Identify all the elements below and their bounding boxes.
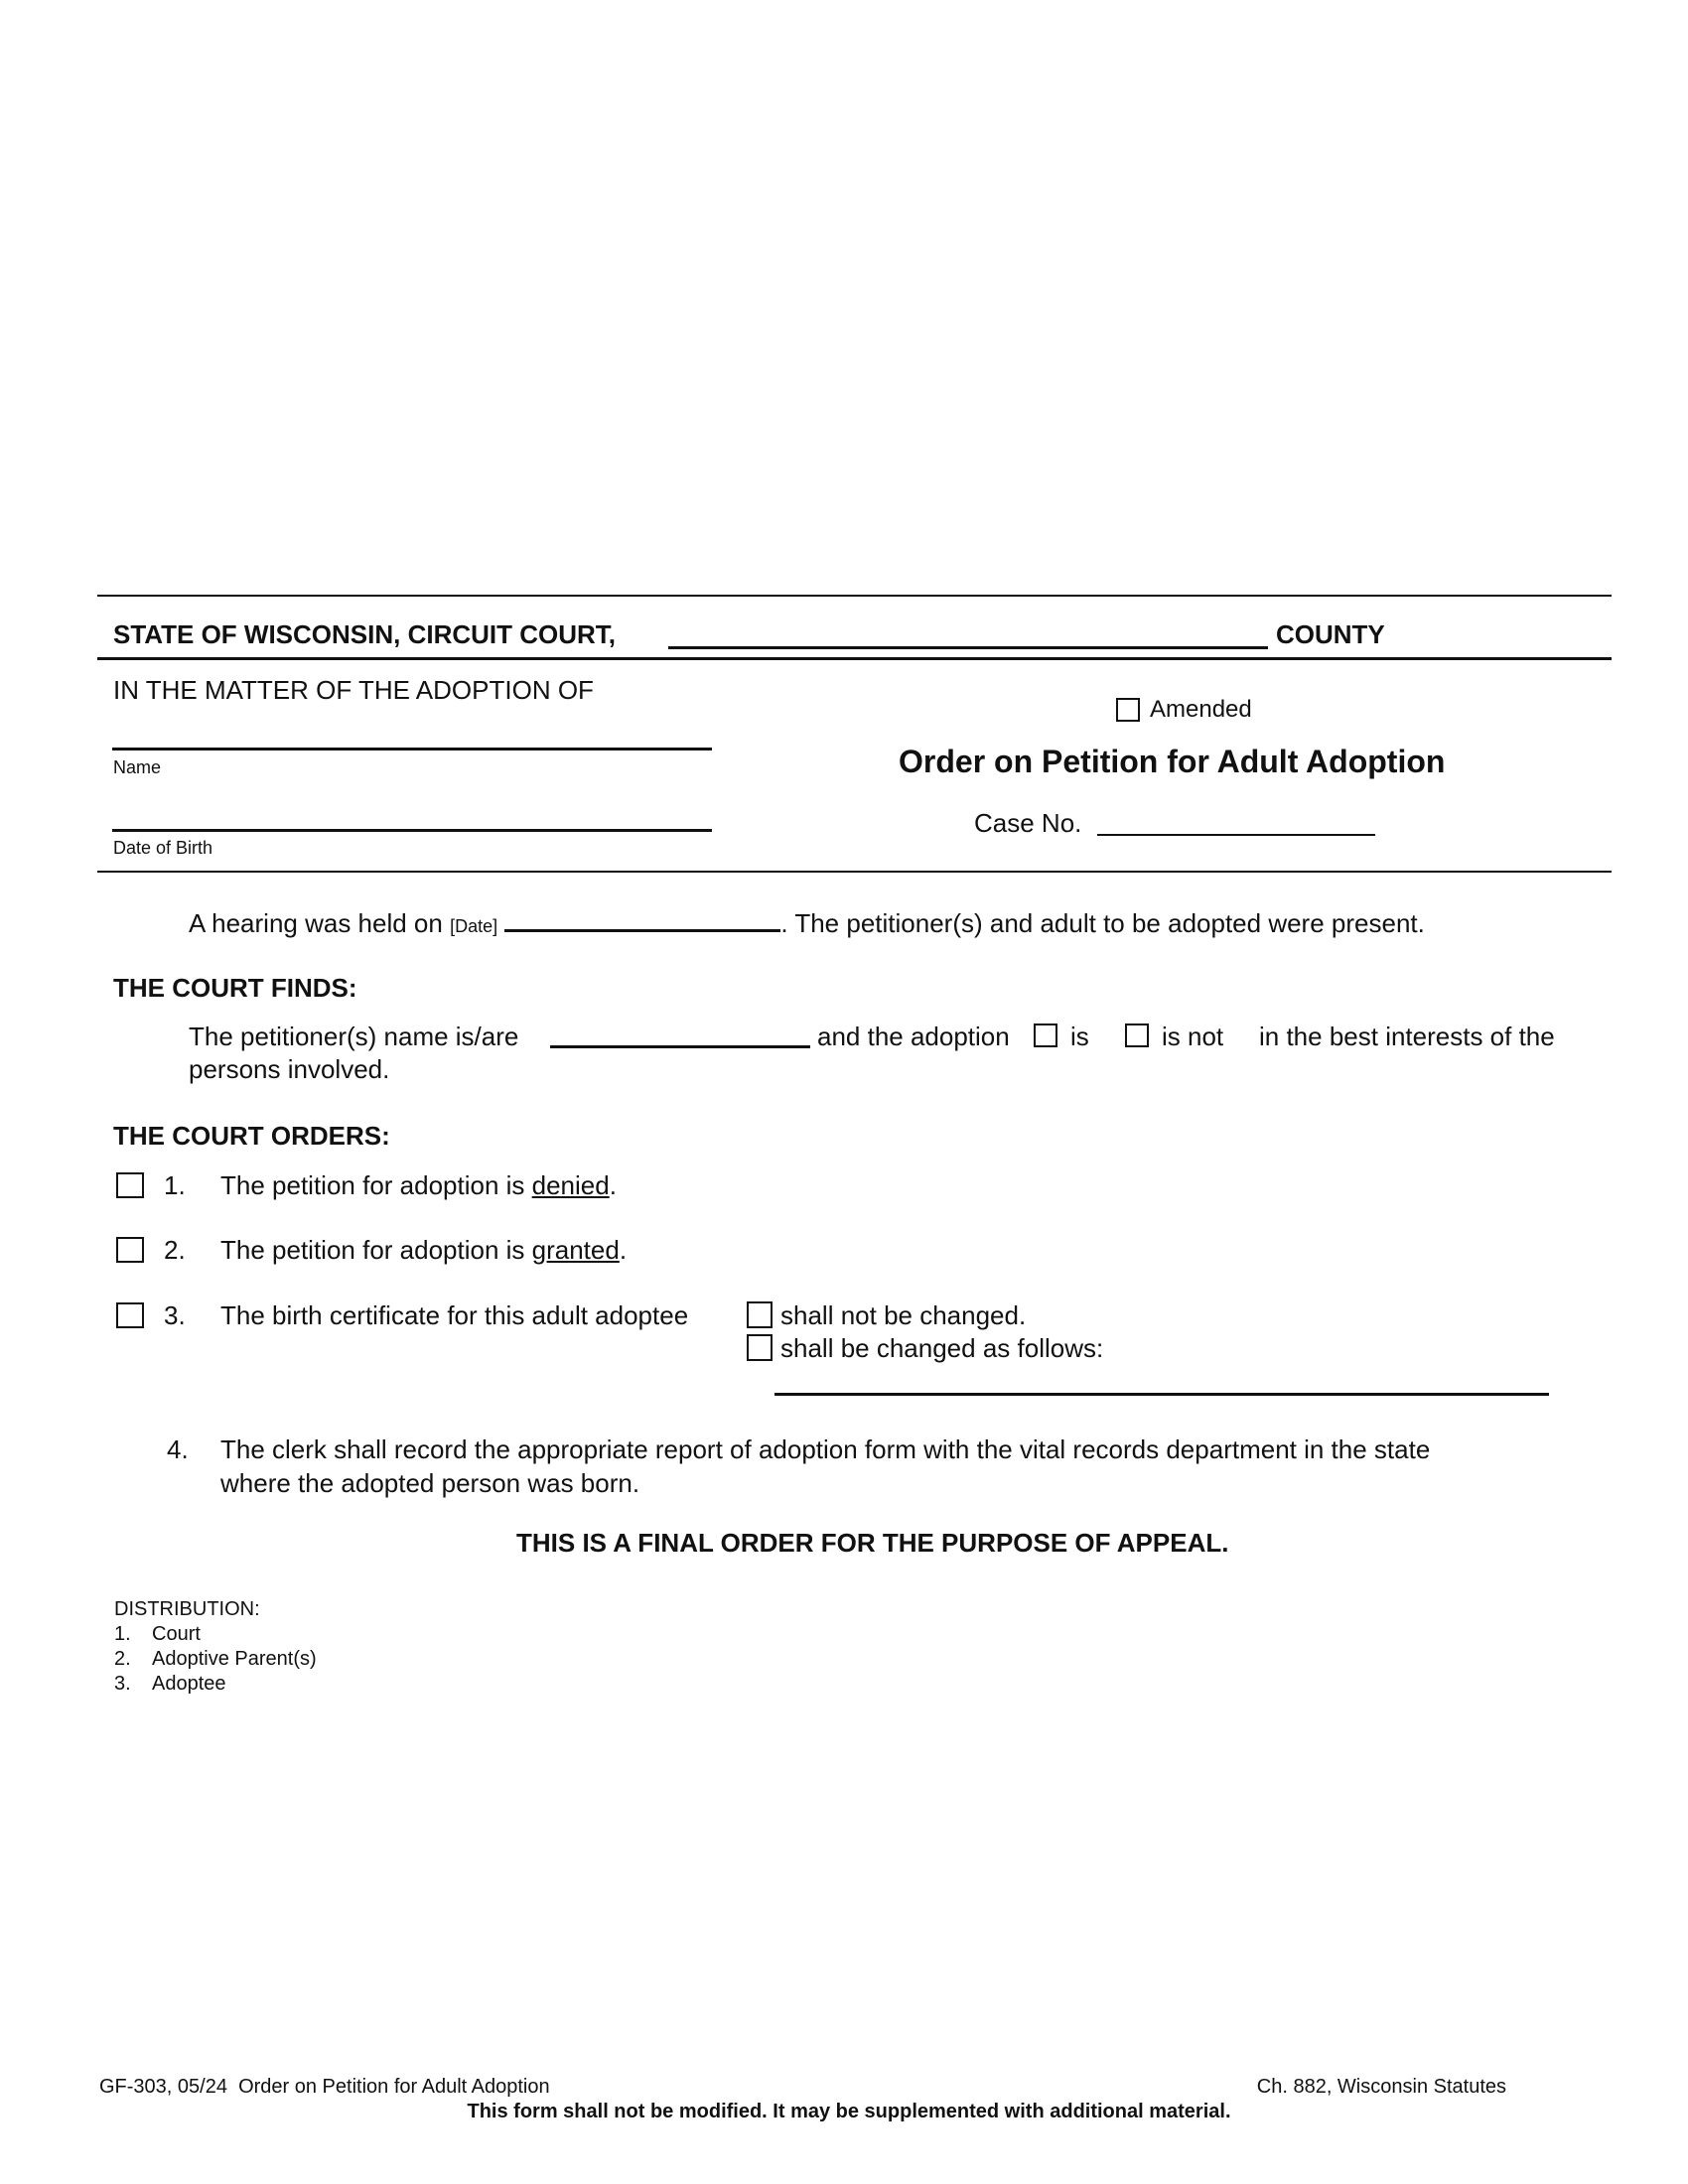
- hearing-sentence: [189, 910, 1425, 936]
- order-1-label: The petition for adoption is: [220, 1170, 532, 1200]
- is-checkbox[interactable]: [1034, 1024, 1057, 1047]
- amended-checkbox[interactable]: [1116, 698, 1140, 722]
- not-changed-checkbox[interactable]: [747, 1301, 773, 1328]
- court-heading: STATE OF WISCONSIN, CIRCUIT COURT,: [113, 619, 617, 649]
- order-2-period: .: [619, 1235, 628, 1265]
- case-no-label: Case No.: [974, 808, 1082, 838]
- order-2-label: The petition for adoption is: [220, 1235, 532, 1265]
- distribution-item: [114, 1649, 317, 1669]
- is-not-checkbox[interactable]: [1125, 1024, 1149, 1047]
- distribution-label: Adoptive Parent(s): [152, 1648, 317, 1670]
- order-3-text: The birth certificate for this adult adoptee: [220, 1300, 689, 1330]
- county-label: COUNTY: [1276, 619, 1385, 649]
- court-orders-heading: THE COURT ORDERS:: [113, 1121, 390, 1151]
- modification-notice: This form shall not be modified. It may be supplemented with additional material.: [467, 2101, 1231, 2122]
- distribution-item: [114, 1674, 226, 1694]
- not-changed-label: shall not be changed.: [780, 1300, 1027, 1330]
- petitioner-name-field[interactable]: [550, 1045, 810, 1048]
- findings-suffix: in the best interests of the: [1259, 1022, 1555, 1051]
- order-1-period: .: [609, 1170, 617, 1200]
- top-rule: [97, 595, 1612, 597]
- county-field[interactable]: [668, 646, 1268, 649]
- dob-field[interactable]: [112, 829, 712, 832]
- distribution-label: Adoptee: [152, 1673, 226, 1695]
- findings-prefix: The petitioner(s) name is/are: [189, 1022, 519, 1051]
- order-1-checkbox[interactable]: [116, 1172, 144, 1198]
- page-title: Order on Petition for Adult Adoption: [899, 744, 1446, 779]
- is-not-label: is not: [1162, 1022, 1224, 1051]
- change-details-field[interactable]: [774, 1393, 1549, 1396]
- distribution-num: 3.: [114, 1673, 131, 1695]
- hearing-date-field[interactable]: [504, 929, 780, 932]
- order-2-number: 2.: [164, 1235, 186, 1265]
- amended-label: Amended: [1150, 696, 1252, 723]
- court-finds-heading: THE COURT FINDS:: [113, 973, 357, 1003]
- findings-middle: and the adoption: [817, 1022, 1010, 1051]
- hearing-suffix: . The petitioner(s) and adult to be adopted were present.: [780, 908, 1425, 938]
- order-3-checkbox[interactable]: [116, 1302, 144, 1328]
- changed-checkbox[interactable]: [747, 1334, 773, 1361]
- distribution-label: Court: [152, 1623, 201, 1645]
- header-rule: [97, 657, 1612, 660]
- distribution-num: 1.: [114, 1623, 131, 1645]
- order-1-text: [220, 1172, 617, 1198]
- order-2-checkbox[interactable]: [116, 1237, 144, 1263]
- statute-reference: Ch. 882, Wisconsin Statutes: [1256, 2076, 1506, 2098]
- final-order-notice: THIS IS A FINAL ORDER FOR THE PURPOSE OF APPEAL.: [516, 1528, 1229, 1558]
- distribution-heading: DISTRIBUTION:: [114, 1598, 260, 1620]
- form-id: GF-303, 05/24 Order on Petition for Adult Adoption: [99, 2076, 550, 2098]
- order-4-line2: where the adopted person was born.: [220, 1468, 640, 1498]
- caption-bottom-rule: [97, 871, 1612, 873]
- case-no-field[interactable]: [1097, 834, 1375, 836]
- distribution-item: [114, 1624, 201, 1644]
- order-3-number: 3.: [164, 1300, 186, 1330]
- matter-of-label: IN THE MATTER OF THE ADOPTION OF: [113, 675, 594, 705]
- is-label: is: [1070, 1022, 1089, 1051]
- order-4-line1: The clerk shall record the appropriate report of adoption form with the vital records department in the state: [220, 1434, 1431, 1464]
- order-2-text: [220, 1237, 627, 1263]
- distribution-num: 2.: [114, 1648, 131, 1670]
- findings-line2: persons involved.: [189, 1054, 390, 1084]
- date-hint: [Date]: [450, 916, 498, 936]
- dob-label: Date of Birth: [113, 838, 213, 858]
- name-label: Name: [113, 757, 162, 777]
- order-4-number: 4.: [167, 1434, 189, 1464]
- denied-text: denied: [531, 1170, 610, 1200]
- name-field[interactable]: [112, 748, 712, 751]
- granted-text: granted: [531, 1235, 620, 1265]
- hearing-prefix: A hearing was held on: [189, 908, 443, 938]
- order-1-number: 1.: [164, 1170, 186, 1200]
- changed-label: shall be changed as follows:: [780, 1333, 1104, 1363]
